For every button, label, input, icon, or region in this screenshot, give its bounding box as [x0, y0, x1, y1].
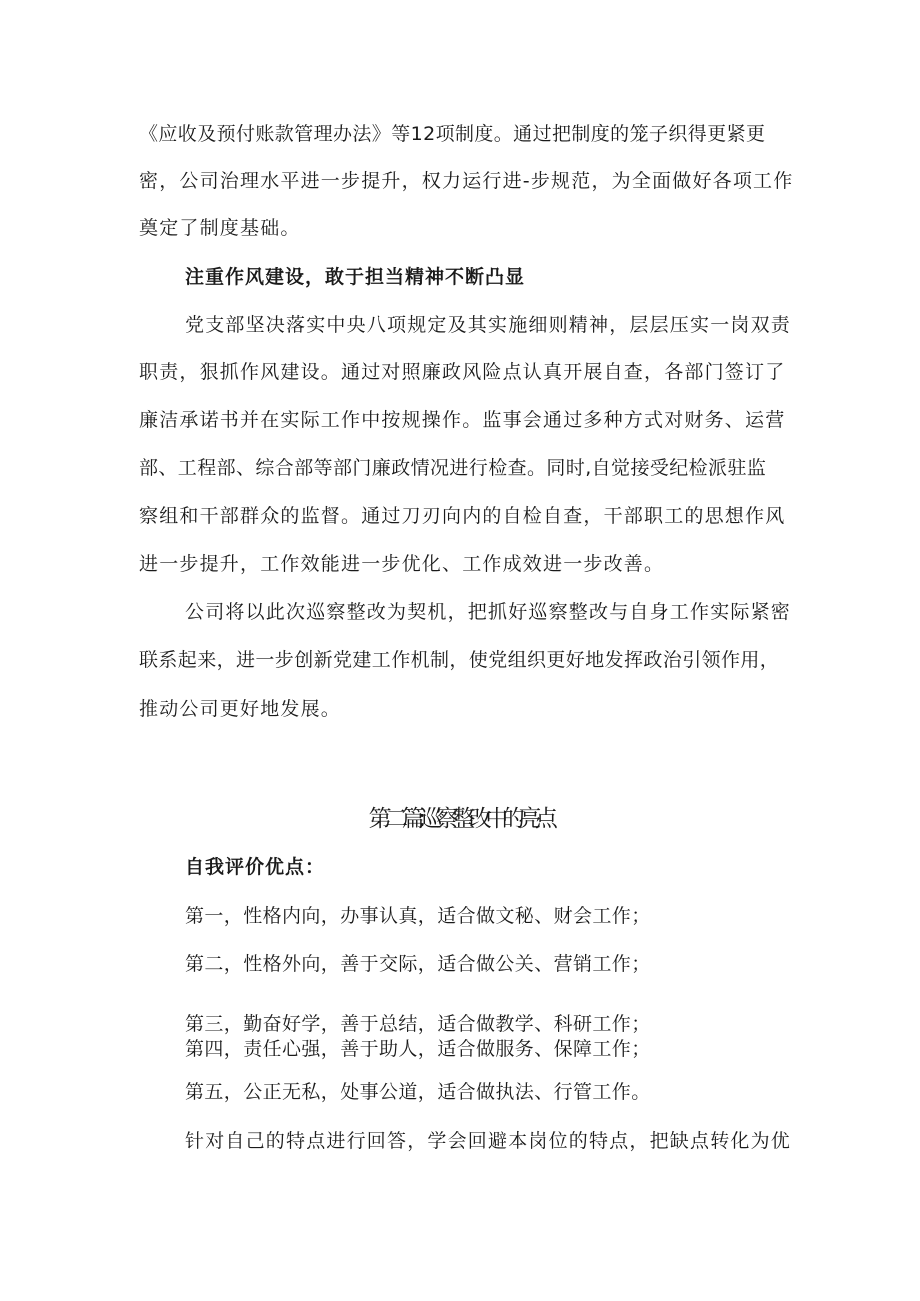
para1-line-1: 党支部坚决落实中央八项规定及其实施细则精神，层层压实一岗双责: [185, 314, 792, 336]
chapter-title: 第二篇:巡察整改中的亮点: [368, 806, 552, 832]
self-eval-heading: 自我评价优点：: [185, 856, 326, 878]
self-eval-item-4: 第四，责任心强，善于助人，适合做服务、保障工作；: [185, 1038, 651, 1060]
para2-line-3: 推动公司更好地发展。: [139, 698, 342, 720]
self-eval-item-3: 第三，勤奋好学，善于总结，适合做教学、科研工作；: [185, 1013, 651, 1035]
para2-line-1: 公司将以此次巡察整改为契机，把抓好巡察整改与自身工作实际紧密: [185, 601, 792, 623]
para1-line-3: 廉洁承诺书并在实际工作中按规操作。监事会通过多种方式对财务、运营: [139, 409, 786, 431]
para1-line-5: 察组和干部群众的监督。通过刀刃向内的自检自查，干部职工的思想作风: [139, 505, 786, 527]
para1-line-6: 进一步提升，工作效能进一步优化、工作成效进一步改善。: [139, 553, 665, 575]
para1-line-2: 职责，狠抓作风建设。通过对照廉政风险点认真开展自查，各部门签订了: [139, 361, 786, 383]
continuation-line-1: 《应收及预付账款管理办法》等12项制度。通过把制度的笼子织得更紧更: [139, 123, 766, 145]
self-eval-closing: 针对自己的特点进行回答，学会回避本岗位的特点，把缺点转化为优: [185, 1130, 792, 1152]
self-eval-item-2: 第二，性格外向，善于交际，适合做公关、营销工作；: [185, 953, 651, 975]
self-eval-item-5: 第五，公正无私，处事公道，适合做执法、行管工作。: [185, 1081, 651, 1103]
para1-line-4: 部、工程部、综合部等部门廉政情况进行检查。同时,自觉接受纪检派驻监: [139, 457, 767, 479]
continuation-line-3: 奠定了制度基础。: [139, 217, 301, 239]
section-heading: 注重作风建设，敢于担当精神不断凸显: [185, 266, 526, 288]
self-eval-item-1: 第一，性格内向，办事认真，适合做文秘、财会工作；: [185, 905, 651, 927]
para2-line-2: 联系起来，进一步创新党建工作机制，使党组织更好地发挥政治引领作用，: [139, 649, 780, 671]
continuation-line-2: 密，公司治理水平进一步提升，权力运行进-步规范，为全面做好各项工作: [139, 170, 794, 192]
